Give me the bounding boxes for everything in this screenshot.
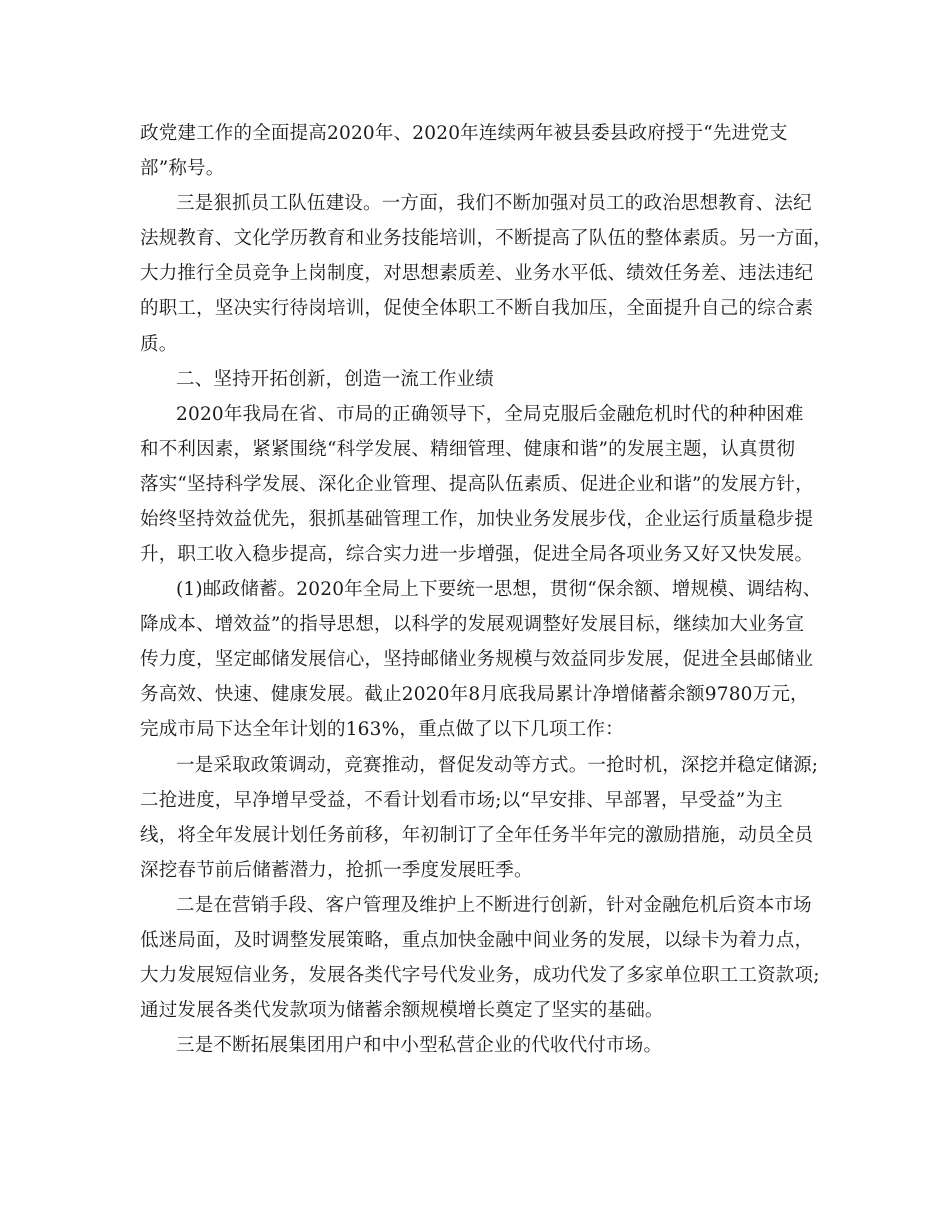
text-line: 深挖春节前后储蓄潜力，抢抓一季度发展旺季。	[140, 860, 533, 881]
text-line: 的职工，坚决实行待岗培训，促使全体职工不断自我加压，全面提升自己的综合素	[140, 298, 814, 319]
text-line: 落实“坚持科学发展、深化企业管理、提高队伍素质、促进企业和谐”的发展方针，	[140, 474, 814, 495]
text-line: 法规教育、文化学历教育和业务技能培训，不断提高了队伍的整体素质。另一方面，	[140, 228, 832, 249]
text-line: 部”称号。	[140, 158, 225, 179]
text-line: 2020年我局在省、市局的正确领导下，全局克服后金融危机时代的种种困难	[176, 404, 804, 425]
text-line: 完成市局下达全年计划的163%，重点做了以下几项工作：	[140, 719, 624, 740]
text-line: 二抢进度，早净增早受益，不看计划看市场;以“早安排、早部署，早受益”为主	[140, 790, 783, 811]
text-line: 一是采取政策调动，竞赛推动，督促发动等方式。一抢时机，深挖并稳定储源;	[176, 755, 819, 776]
text-line: 质。	[140, 334, 178, 355]
text-line: 三是不断拓展集团用户和中小型私营企业的代收代付市场。	[176, 1035, 663, 1056]
text-line: 传力度，坚定邮储发展信心，坚持邮储业务规模与效益同步发展，促进全县邮储业	[140, 649, 814, 670]
text-line: 和不利因素，紧紧围绕“科学发展、精细管理、健康和谐”的发展主题，认真贯彻	[140, 439, 796, 460]
text-line: 升，职工收入稳步提高，综合实力进一步增强，促进全局各项业务又好又快发展。	[140, 544, 814, 565]
text-line: 大力推行全员竞争上岗制度，对思想素质差、业务水平低、绩效任务差、违法违纪	[140, 263, 814, 284]
text-line: 二是在营销手段、客户管理及维护上不断进行创新，针对金融危机后资本市场	[176, 895, 812, 916]
text-line: 降成本、增效益”的指导思想，以科学的发展观调整好发展目标，继续加大业务宣	[140, 614, 805, 635]
text-line: 政党建工作的全面提高2020年、2020年连续两年被县委县政府授于“先进党支	[140, 123, 788, 144]
text-line: 始终坚持效益优先，狠抓基础管理工作，加快业务发展步伐，企业运行质量稳步提	[140, 509, 814, 530]
text-line: 低迷局面，及时调整发展策略，重点加快金融中间业务的发展，以绿卡为着力点，	[140, 930, 814, 951]
section-heading: 二、坚持开拓创新，创造一流工作业绩	[176, 369, 494, 390]
text-line: 线，将全年发展计划任务前移，年初制订了全年任务半年完的激励措施，动员全员	[140, 825, 814, 846]
text-line: 三是狠抓员工队伍建设。一方面，我们不断加强对员工的政治思想教育、法纪	[176, 193, 812, 214]
text-line: 通过发展各类代发款项为储蓄余额规模增长奠定了坚实的基础。	[140, 1000, 664, 1021]
text-line: (1)邮政储蓄。2020年全局上下要统一思想，贯彻“保余额、增规模、调结构、	[176, 579, 822, 600]
text-line: 务高效、快速、健康发展。截止2020年8月底我局累计净增储蓄余额9780万元，	[140, 684, 809, 705]
text-line: 大力发展短信业务，发展各类代字号代发业务，成功代发了多家单位职工工资款项;	[140, 965, 820, 986]
